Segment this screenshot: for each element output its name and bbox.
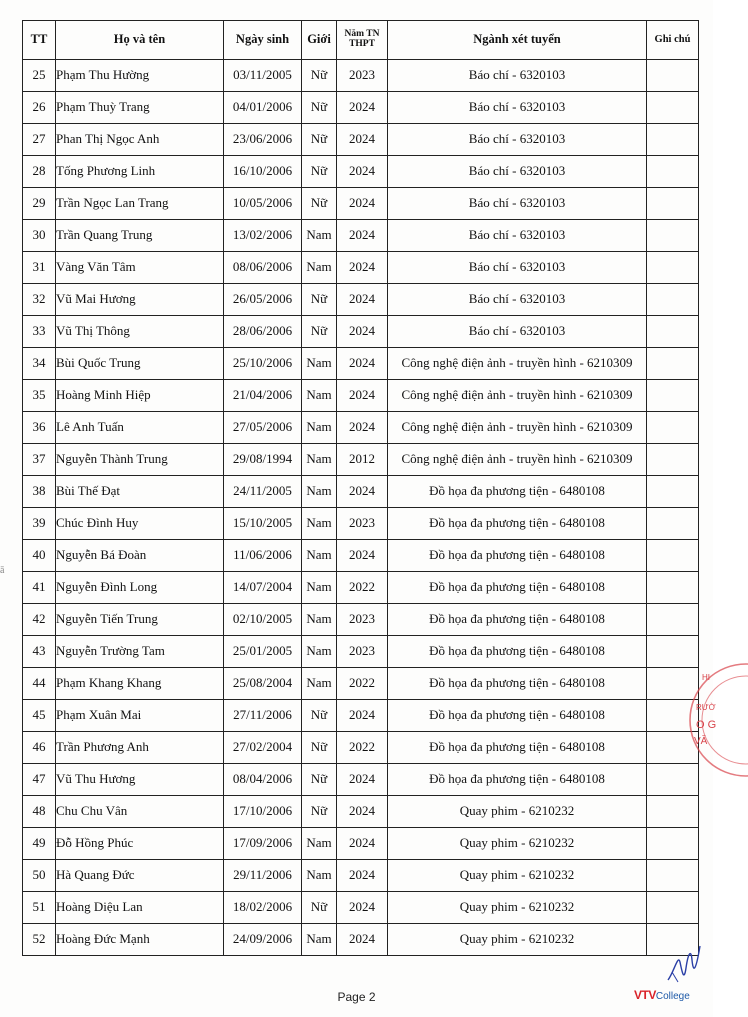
cell-note xyxy=(647,828,699,860)
cell-note xyxy=(647,252,699,284)
cell-tt: 25 xyxy=(23,60,56,92)
header-graduation-year xyxy=(337,21,388,60)
cell-name: Hà Quang Đức xyxy=(56,860,224,892)
cell-major: Quay phim - 6210232 xyxy=(388,796,647,828)
table-row xyxy=(23,60,699,92)
cell-tt: 52 xyxy=(23,924,56,956)
table-row xyxy=(23,380,699,412)
cell-gender: Nữ xyxy=(302,892,337,924)
cell-name: Phan Thị Ngọc Anh xyxy=(56,124,224,156)
table-row xyxy=(23,124,699,156)
cell-gender: Nam xyxy=(302,444,337,476)
cell-gender: Nam xyxy=(302,604,337,636)
cell-gender: Nam xyxy=(302,380,337,412)
cell-gender: Nam xyxy=(302,412,337,444)
svg-text:O G: O G xyxy=(696,719,717,731)
cell-gender: Nữ xyxy=(302,188,337,220)
cell-dob: 27/11/2006 xyxy=(224,700,302,732)
logo-college-text: College xyxy=(655,991,690,1002)
cell-graduation-year: 2024 xyxy=(337,156,388,188)
cell-name: Nguyễn Bá Đoàn xyxy=(56,540,224,572)
table-row xyxy=(23,220,699,252)
cell-major: Đồ họa đa phương tiện - 6480108 xyxy=(388,540,647,572)
cell-note xyxy=(647,540,699,572)
cell-major: Báo chí - 6320103 xyxy=(388,92,647,124)
cell-tt: 29 xyxy=(23,188,56,220)
table-row xyxy=(23,188,699,220)
cell-name: Hoàng Đức Mạnh xyxy=(56,924,224,956)
cell-tt: 44 xyxy=(23,668,56,700)
table-row xyxy=(23,604,699,636)
cell-major: Báo chí - 6320103 xyxy=(388,252,647,284)
cell-gender: Nữ xyxy=(302,156,337,188)
cell-major: Đồ họa đa phương tiện - 6480108 xyxy=(388,732,647,764)
cell-gender: Nam xyxy=(302,220,337,252)
cell-dob: 14/07/2004 xyxy=(224,572,302,604)
cell-tt: 41 xyxy=(23,572,56,604)
cell-tt: 26 xyxy=(23,92,56,124)
cell-graduation-year: 2024 xyxy=(337,92,388,124)
cell-name: Phạm Khang Khang xyxy=(56,668,224,700)
cell-gender: Nam xyxy=(302,828,337,860)
table-header xyxy=(23,21,699,60)
cell-major: Đồ họa đa phương tiện - 6480108 xyxy=(388,700,647,732)
svg-text:RƯỜ: RƯỜ xyxy=(696,703,716,712)
cell-graduation-year: 2024 xyxy=(337,892,388,924)
cell-major: Công nghệ điện ảnh - truyền hình - 6210309 xyxy=(388,444,647,476)
cell-gender: Nữ xyxy=(302,92,337,124)
cell-name: Lê Anh Tuấn xyxy=(56,412,224,444)
cell-graduation-year: 2022 xyxy=(337,572,388,604)
cell-name: Phạm Thu Hường xyxy=(56,60,224,92)
cell-graduation-year: 2024 xyxy=(337,380,388,412)
cell-major: Quay phim - 6210232 xyxy=(388,828,647,860)
cell-gender: Nữ xyxy=(302,284,337,316)
cell-tt: 35 xyxy=(23,380,56,412)
cell-graduation-year: 2024 xyxy=(337,860,388,892)
cell-tt: 30 xyxy=(23,220,56,252)
cell-tt: 31 xyxy=(23,252,56,284)
cell-graduation-year: 2012 xyxy=(337,444,388,476)
cell-note xyxy=(647,316,699,348)
header-year-line1: Năm TN xyxy=(344,29,380,40)
cell-name: Nguyễn Tiến Trung xyxy=(56,604,224,636)
cell-gender: Nam xyxy=(302,508,337,540)
cell-name: Trần Ngọc Lan Trang xyxy=(56,188,224,220)
admission-list-table xyxy=(22,20,699,956)
cell-note xyxy=(647,572,699,604)
cell-graduation-year: 2024 xyxy=(337,476,388,508)
cell-gender: Nam xyxy=(302,348,337,380)
cell-major: Đồ họa đa phương tiện - 6480108 xyxy=(388,764,647,796)
cell-name: Chúc Đình Huy xyxy=(56,508,224,540)
table-row xyxy=(23,796,699,828)
cell-dob: 02/10/2005 xyxy=(224,604,302,636)
logo-vtv-text: VTV xyxy=(634,988,656,1002)
cell-dob: 24/09/2006 xyxy=(224,924,302,956)
table-row xyxy=(23,92,699,124)
cell-name: Bùi Quốc Trung xyxy=(56,348,224,380)
cell-dob: 29/11/2006 xyxy=(224,860,302,892)
table-row xyxy=(23,316,699,348)
cell-name: Trần Quang Trung xyxy=(56,220,224,252)
table-row xyxy=(23,284,699,316)
cell-tt: 48 xyxy=(23,796,56,828)
cell-major: Công nghệ điện ảnh - truyền hình - 6210309 xyxy=(388,348,647,380)
cell-tt: 37 xyxy=(23,444,56,476)
cell-dob: 25/01/2005 xyxy=(224,636,302,668)
cell-gender: Nam xyxy=(302,636,337,668)
cell-note xyxy=(647,444,699,476)
cell-note xyxy=(647,124,699,156)
cell-tt: 51 xyxy=(23,892,56,924)
cell-graduation-year: 2022 xyxy=(337,668,388,700)
cell-major: Báo chí - 6320103 xyxy=(388,60,647,92)
cell-tt: 34 xyxy=(23,348,56,380)
cell-major: Quay phim - 6210232 xyxy=(388,860,647,892)
cell-dob: 17/10/2006 xyxy=(224,796,302,828)
scan-edge-mark: ā xyxy=(0,565,5,576)
cell-graduation-year: 2024 xyxy=(337,828,388,860)
cell-gender: Nữ xyxy=(302,700,337,732)
page-number: Page 2 xyxy=(337,990,376,1004)
cell-graduation-year: 2023 xyxy=(337,508,388,540)
cell-gender: Nữ xyxy=(302,316,337,348)
cell-dob: 04/01/2006 xyxy=(224,92,302,124)
cell-gender: Nam xyxy=(302,572,337,604)
cell-gender: Nữ xyxy=(302,60,337,92)
cell-major: Công nghệ điện ảnh - truyền hình - 6210309 xyxy=(388,380,647,412)
table-row xyxy=(23,348,699,380)
cell-note xyxy=(647,348,699,380)
cell-major: Công nghệ điện ảnh - truyền hình - 6210309 xyxy=(388,412,647,444)
cell-tt: 45 xyxy=(23,700,56,732)
cell-note xyxy=(647,892,699,924)
table-row xyxy=(23,572,699,604)
cell-gender: Nam xyxy=(302,668,337,700)
cell-dob: 27/02/2004 xyxy=(224,732,302,764)
cell-major: Đồ họa đa phương tiện - 6480108 xyxy=(388,636,647,668)
cell-graduation-year: 2023 xyxy=(337,604,388,636)
cell-dob: 26/05/2006 xyxy=(224,284,302,316)
cell-dob: 08/04/2006 xyxy=(224,764,302,796)
cell-name: Đỗ Hồng Phúc xyxy=(56,828,224,860)
cell-dob: 15/10/2005 xyxy=(224,508,302,540)
table-row xyxy=(23,764,699,796)
cell-name: Vàng Văn Tâm xyxy=(56,252,224,284)
cell-name: Tống Phương Linh xyxy=(56,156,224,188)
cell-graduation-year: 2023 xyxy=(337,60,388,92)
cell-name: Vũ Thị Thông xyxy=(56,316,224,348)
cell-tt: 28 xyxy=(23,156,56,188)
cell-graduation-year: 2024 xyxy=(337,924,388,956)
cell-dob: 21/04/2006 xyxy=(224,380,302,412)
cell-name: Phạm Thuỳ Trang xyxy=(56,92,224,124)
cell-tt: 40 xyxy=(23,540,56,572)
cell-note xyxy=(647,156,699,188)
cell-dob: 08/06/2006 xyxy=(224,252,302,284)
cell-tt: 36 xyxy=(23,412,56,444)
cell-note xyxy=(647,284,699,316)
table-row xyxy=(23,828,699,860)
cell-name: Hoàng Diệu Lan xyxy=(56,892,224,924)
header-gender: Giới xyxy=(302,21,337,60)
cell-dob: 16/10/2006 xyxy=(224,156,302,188)
cell-major: Báo chí - 6320103 xyxy=(388,124,647,156)
cell-graduation-year: 2024 xyxy=(337,412,388,444)
cell-dob: 17/09/2006 xyxy=(224,828,302,860)
cell-tt: 49 xyxy=(23,828,56,860)
handwritten-signature xyxy=(664,942,704,986)
cell-major: Đồ họa đa phương tiện - 6480108 xyxy=(388,572,647,604)
table-row xyxy=(23,924,699,956)
cell-major: Quay phim - 6210232 xyxy=(388,924,647,956)
cell-graduation-year: 2024 xyxy=(337,348,388,380)
cell-name: Vũ Mai Hương xyxy=(56,284,224,316)
cell-name: Nguyễn Đình Long xyxy=(56,572,224,604)
cell-note xyxy=(647,220,699,252)
cell-major: Báo chí - 6320103 xyxy=(388,284,647,316)
cell-graduation-year: 2024 xyxy=(337,764,388,796)
table-row xyxy=(23,156,699,188)
cell-dob: 29/08/1994 xyxy=(224,444,302,476)
cell-graduation-year: 2024 xyxy=(337,220,388,252)
cell-name: Trần Phương Anh xyxy=(56,732,224,764)
cell-name: Vũ Thu Hương xyxy=(56,764,224,796)
table-row xyxy=(23,636,699,668)
cell-major: Đồ họa đa phương tiện - 6480108 xyxy=(388,604,647,636)
cell-dob: 25/10/2006 xyxy=(224,348,302,380)
cell-dob: 13/02/2006 xyxy=(224,220,302,252)
cell-gender: Nữ xyxy=(302,796,337,828)
cell-dob: 18/02/2006 xyxy=(224,892,302,924)
table-body xyxy=(23,60,699,956)
cell-major: Đồ họa đa phương tiện - 6480108 xyxy=(388,508,647,540)
cell-graduation-year: 2024 xyxy=(337,316,388,348)
cell-graduation-year: 2024 xyxy=(337,188,388,220)
cell-name: Nguyễn Trường Tam xyxy=(56,636,224,668)
cell-dob: 03/11/2005 xyxy=(224,60,302,92)
cell-tt: 47 xyxy=(23,764,56,796)
cell-gender: Nam xyxy=(302,476,337,508)
cell-note xyxy=(647,92,699,124)
cell-major: Báo chí - 6320103 xyxy=(388,316,647,348)
header-row xyxy=(23,21,699,60)
header-tt: TT xyxy=(23,21,56,60)
table-row xyxy=(23,476,699,508)
cell-tt: 32 xyxy=(23,284,56,316)
cell-graduation-year: 2024 xyxy=(337,124,388,156)
header-dob: Ngày sinh xyxy=(224,21,302,60)
cell-note xyxy=(647,796,699,828)
cell-gender: Nữ xyxy=(302,124,337,156)
cell-name: Bùi Thế Đạt xyxy=(56,476,224,508)
svg-text:HI: HI xyxy=(702,673,710,682)
cell-graduation-year: 2024 xyxy=(337,284,388,316)
cell-major: Báo chí - 6320103 xyxy=(388,188,647,220)
cell-gender: Nữ xyxy=(302,732,337,764)
cell-dob: 10/05/2006 xyxy=(224,188,302,220)
cell-graduation-year: 2023 xyxy=(337,636,388,668)
cell-dob: 24/11/2005 xyxy=(224,476,302,508)
header-year-line2: THPT xyxy=(349,39,375,49)
cell-graduation-year: 2024 xyxy=(337,700,388,732)
cell-graduation-year: 2024 xyxy=(337,540,388,572)
cell-note xyxy=(647,60,699,92)
svg-text:VĂ: VĂ xyxy=(694,736,708,747)
cell-gender: Nam xyxy=(302,860,337,892)
table-row xyxy=(23,700,699,732)
cell-major: Quay phim - 6210232 xyxy=(388,892,647,924)
cell-graduation-year: 2024 xyxy=(337,252,388,284)
cell-major: Báo chí - 6320103 xyxy=(388,220,647,252)
header-note: Ghi chú xyxy=(647,21,699,60)
vtv-college-logo xyxy=(634,988,690,1002)
table-row xyxy=(23,892,699,924)
cell-name: Hoàng Minh Hiệp xyxy=(56,380,224,412)
cell-tt: 39 xyxy=(23,508,56,540)
cell-dob: 23/06/2006 xyxy=(224,124,302,156)
official-stamp xyxy=(688,660,748,780)
cell-note xyxy=(647,412,699,444)
table-row xyxy=(23,444,699,476)
cell-dob: 25/08/2004 xyxy=(224,668,302,700)
table-row xyxy=(23,668,699,700)
header-major: Ngành xét tuyển xyxy=(388,21,647,60)
cell-tt: 46 xyxy=(23,732,56,764)
cell-gender: Nam xyxy=(302,252,337,284)
cell-tt: 38 xyxy=(23,476,56,508)
cell-gender: Nam xyxy=(302,540,337,572)
cell-graduation-year: 2022 xyxy=(337,732,388,764)
table-row xyxy=(23,860,699,892)
cell-graduation-year: 2024 xyxy=(337,796,388,828)
cell-name: Phạm Xuân Mai xyxy=(56,700,224,732)
table-row xyxy=(23,508,699,540)
cell-gender: Nam xyxy=(302,924,337,956)
cell-dob: 27/05/2006 xyxy=(224,412,302,444)
cell-tt: 33 xyxy=(23,316,56,348)
cell-note xyxy=(647,508,699,540)
header-name: Họ và tên xyxy=(56,21,224,60)
cell-note xyxy=(647,476,699,508)
cell-tt: 42 xyxy=(23,604,56,636)
cell-dob: 28/06/2006 xyxy=(224,316,302,348)
cell-tt: 50 xyxy=(23,860,56,892)
cell-gender: Nữ xyxy=(302,764,337,796)
table-row xyxy=(23,540,699,572)
table-row xyxy=(23,732,699,764)
table-row xyxy=(23,412,699,444)
cell-major: Đồ họa đa phương tiện - 6480108 xyxy=(388,668,647,700)
cell-major: Báo chí - 6320103 xyxy=(388,156,647,188)
cell-major: Đồ họa đa phương tiện - 6480108 xyxy=(388,476,647,508)
cell-note xyxy=(647,188,699,220)
cell-name: Nguyễn Thành Trung xyxy=(56,444,224,476)
table-row xyxy=(23,252,699,284)
cell-dob: 11/06/2006 xyxy=(224,540,302,572)
cell-note xyxy=(647,860,699,892)
cell-note xyxy=(647,380,699,412)
cell-tt: 43 xyxy=(23,636,56,668)
cell-note xyxy=(647,604,699,636)
cell-name: Chu Chu Vân xyxy=(56,796,224,828)
cell-tt: 27 xyxy=(23,124,56,156)
